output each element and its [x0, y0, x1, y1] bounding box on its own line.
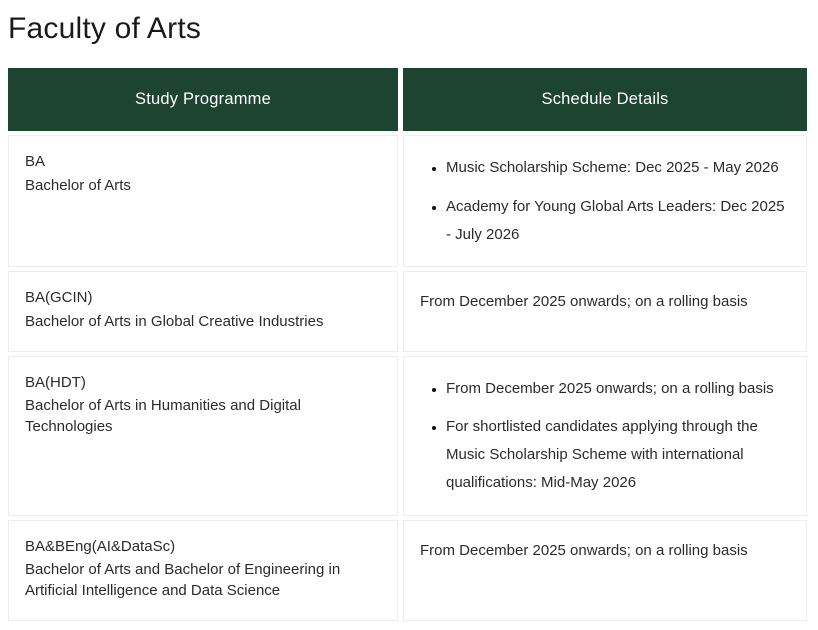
schedule-list-item: • Music Scholarship Scheme: Dec 2025 - May 2026: [446, 154, 790, 182]
schedule-cell: [403, 271, 807, 351]
schedule-list: [420, 375, 790, 497]
programme-schedule-table: [8, 68, 807, 621]
programme-cell: [8, 520, 398, 621]
page-title: Faculty of Arts: [8, 12, 202, 45]
programme-cell: [8, 135, 398, 267]
schedule-cell: [403, 520, 807, 621]
programme-cell: [8, 356, 398, 516]
programme-code: BA: [25, 153, 46, 170]
schedule-list: [420, 154, 790, 248]
schedule-list-item: • From December 2025 onwards; on a rolling basis: [446, 375, 790, 403]
schedule-list-item: • Academy for Young Global Arts Leaders: Dec 2025 - July 2026: [446, 193, 790, 249]
schedule-text: From December 2025 onwards; on a rolling basis: [420, 293, 748, 311]
programme-name: Bachelor of Arts in Global Creative Industries: [25, 312, 324, 330]
schedule-list-item: • For shortlisted candidates applying through the Music Scholarship Scheme with international qualifications: Mid-May 2026: [446, 413, 790, 496]
schedule-cell: [403, 135, 807, 267]
programme-code: BA&BEng(AI&DataSc): [25, 537, 176, 555]
programme-name: Bachelor of Arts in Humanities and Digital Technologies: [25, 397, 301, 435]
programme-cell: [8, 271, 398, 351]
programme-name: Bachelor of Arts and Bachelor of Engineering in Artificial Intelligence and Data Science: [25, 561, 341, 599]
programme-code: BA(GCIN): [25, 289, 93, 307]
column-header-schedule-details: Schedule Details: [403, 68, 807, 131]
schedule-cell: [403, 356, 807, 516]
column-header-study-programme: Study Programme: [8, 68, 398, 131]
programme-code: BA(HDT): [25, 373, 86, 391]
programme-name: Bachelor of Arts: [25, 176, 131, 194]
schedule-text: From December 2025 onwards; on a rolling basis: [420, 541, 748, 559]
